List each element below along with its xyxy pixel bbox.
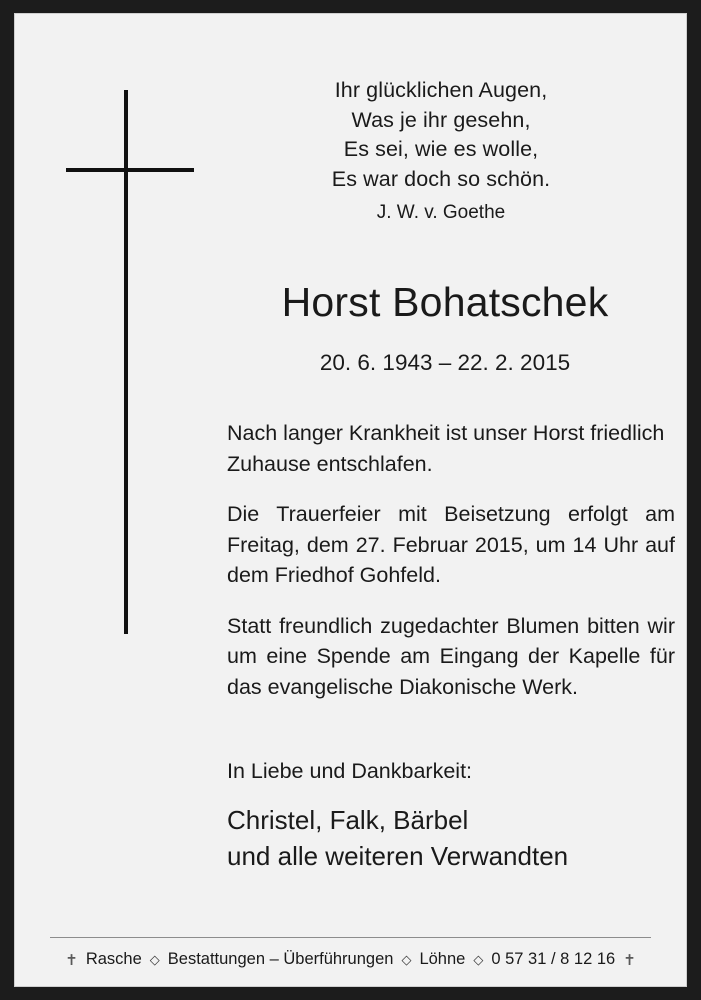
footer-separator-1-icon: ◇ — [149, 951, 160, 967]
poem-line-1: Ihr glücklichen Augen, — [334, 78, 548, 102]
poem-line-3: Es sei, wie es wolle, — [343, 137, 539, 161]
obituary-notice — [14, 13, 687, 987]
paragraph-illness: Nach langer Krankheit ist unser Horst friedlich Zuhause entschlafen. — [227, 421, 665, 476]
footer-separator-2-icon: ◇ — [401, 951, 412, 967]
poem-line-4: Es war doch so schön. — [331, 166, 551, 191]
closing-intro: In Liebe und Dankbarkeit: — [227, 759, 473, 783]
footer-divider — [50, 937, 651, 938]
body-text — [227, 418, 675, 702]
closing-names-line-1: Christel, Falk, Bärbel — [227, 805, 469, 835]
cross-icon — [55, 74, 215, 634]
footer-left-cross-icon: ✝ — [65, 951, 78, 969]
cross-horizontal-bar — [66, 168, 194, 172]
footer-services: Bestattungen – Überführungen — [167, 950, 394, 968]
footer-company: Rasche — [85, 950, 142, 968]
closing-block — [227, 756, 675, 874]
footer-separator-3-icon: ◇ — [473, 951, 484, 967]
paragraph-ceremony: Die Trauerfeier mit Beisetzung erfolgt am Freitag, dem 27. Februar 2015, um 14 Uhr auf dem Friedhof Gohfeld. — [227, 502, 675, 587]
poem-block — [215, 76, 667, 227]
footer-right-cross-icon: ✝ — [623, 951, 636, 969]
footer — [50, 950, 651, 969]
poem-line-2: Was je ihr gesehn, — [351, 107, 531, 132]
paragraph-donation: Statt freundlich zugedachter Blumen bitten wir um eine Spende am Eingang der Kapelle für das evangelische Diakonische Werk. — [227, 613, 675, 699]
deceased-dates: 20. 6. 1943 – 22. 2. 2015 — [319, 350, 571, 375]
closing-names-line-2: und alle weiteren Verwandten — [227, 841, 569, 871]
footer-phone: 0 57 31 / 8 12 16 — [491, 950, 616, 968]
deceased-name: Horst Bohatschek — [281, 279, 609, 325]
footer-city: Löhne — [419, 950, 466, 968]
poem-author: J. W. v. Goethe — [376, 202, 506, 223]
